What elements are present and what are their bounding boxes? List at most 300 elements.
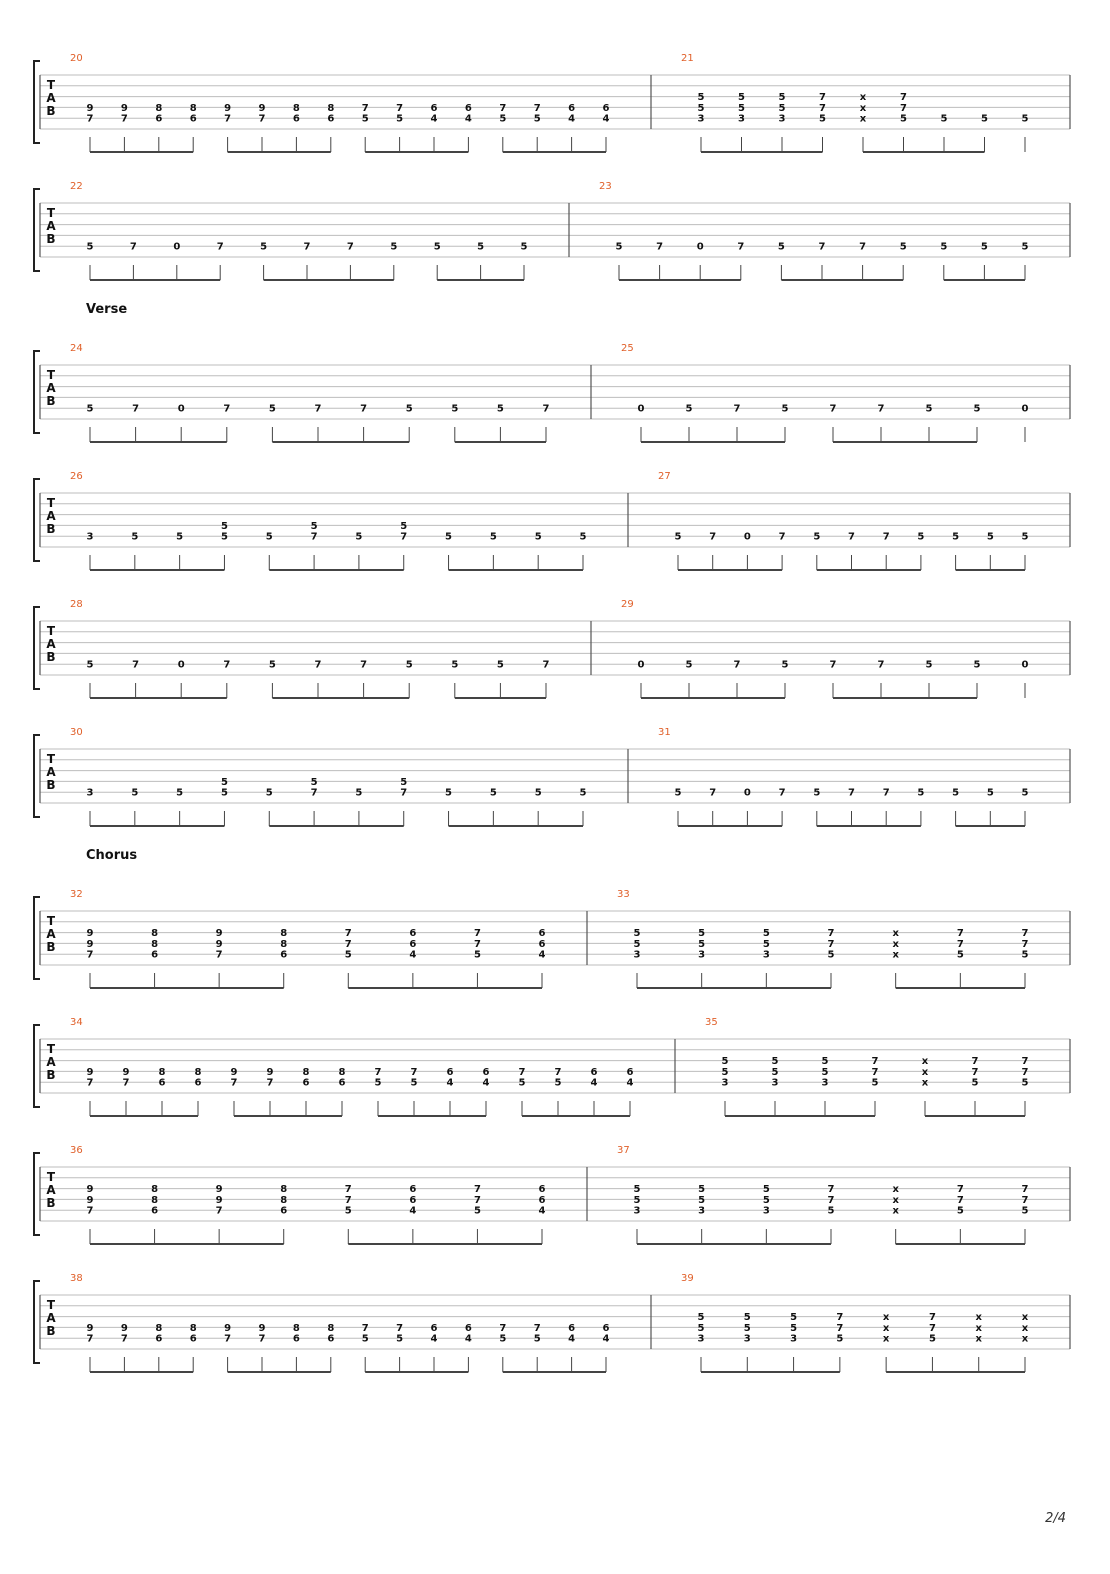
fret-number: 5: [554, 1077, 562, 1089]
fret-number: 5: [813, 787, 821, 799]
tab-clef-letter: B: [46, 650, 56, 664]
section-label: Verse: [86, 302, 128, 317]
fret-number: 4: [430, 1333, 438, 1345]
tab-clef-letter: A: [46, 381, 56, 395]
fret-number: 6: [409, 928, 417, 940]
fret-number: 7: [223, 403, 231, 415]
fret-number: 7: [361, 102, 369, 114]
fret-number: 5: [489, 787, 497, 799]
tab-clef-letter: A: [46, 927, 56, 941]
fret-number: 5: [473, 1205, 481, 1217]
fret-number: 5: [900, 113, 907, 125]
fret-number: 5: [344, 949, 352, 961]
bar-number: 37: [617, 1145, 630, 1156]
tab-clef-letter: T: [46, 1042, 56, 1056]
fret-number: 5: [771, 1056, 779, 1068]
system-bracket: [34, 1281, 40, 1363]
fret-number: 7: [120, 1333, 128, 1345]
fret-number: 4: [409, 1205, 417, 1217]
fret-number: 7: [836, 1322, 844, 1334]
fret-number: 7: [216, 241, 224, 253]
fret-number: 4: [464, 1333, 472, 1345]
fret-number: 5: [1021, 1077, 1029, 1089]
fret-number: 7: [956, 1194, 964, 1206]
fret-number: 5: [220, 520, 228, 532]
fret-number: 7: [224, 113, 232, 125]
system-bracket: [34, 897, 40, 979]
fret-number: x: [882, 1322, 890, 1334]
fret-number: 9: [215, 1184, 223, 1196]
fret-number: 5: [940, 113, 948, 125]
fret-number: 5: [721, 1056, 729, 1068]
fret-number: 5: [1021, 949, 1029, 961]
fret-number: 5: [534, 787, 542, 799]
fret-number: 3: [762, 949, 770, 961]
tab-clef-letter: A: [46, 637, 56, 651]
fret-number: 7: [473, 1184, 481, 1196]
fret-number: 7: [871, 1056, 879, 1068]
fret-number: 5: [698, 928, 706, 940]
fret-number: 7: [266, 1077, 274, 1089]
fret-number: x: [882, 1333, 890, 1345]
fret-number: 5: [361, 113, 369, 125]
fret-number: 5: [405, 659, 413, 671]
fret-number: 8: [292, 1322, 300, 1334]
fret-number: 7: [132, 403, 140, 415]
fret-number: 5: [762, 1194, 770, 1206]
fret-number: 5: [821, 1066, 829, 1078]
fret-number: 5: [451, 403, 459, 415]
fret-number: 3: [821, 1077, 829, 1089]
fret-number: 5: [697, 1312, 705, 1324]
fret-number: 7: [86, 949, 94, 961]
fret-number: 5: [496, 403, 504, 415]
fret-number: 7: [956, 1184, 964, 1196]
fret-number: 3: [790, 1333, 798, 1345]
tab-clef-letter: A: [46, 765, 56, 779]
fret-number: 8: [194, 1066, 202, 1078]
fret-number: 6: [568, 1322, 576, 1334]
bar-number: 32: [70, 889, 83, 900]
fret-number: x: [892, 1205, 899, 1217]
fret-number: 7: [900, 102, 907, 114]
fret-number: 5: [579, 531, 587, 543]
fret-number: 5: [827, 1205, 835, 1217]
fret-number: 7: [223, 659, 231, 671]
fret-number: 7: [314, 659, 322, 671]
fret-number: 8: [189, 1322, 197, 1334]
system-bracket: [34, 479, 40, 561]
fret-number: 7: [129, 241, 137, 253]
fret-number: 9: [120, 1322, 128, 1334]
fret-number: 5: [981, 113, 988, 125]
fret-number: 7: [829, 403, 837, 415]
fret-number: 5: [778, 102, 786, 114]
fret-number: x: [975, 1322, 982, 1334]
fret-number: 5: [980, 241, 988, 253]
fret-number: 7: [533, 102, 541, 114]
fret-number: 0: [743, 531, 751, 543]
fret-number: 8: [151, 938, 159, 950]
fret-number: 6: [280, 949, 288, 961]
fret-number: 0: [177, 659, 185, 671]
fret-number: 7: [956, 938, 964, 950]
fret-number: 7: [215, 1205, 223, 1217]
fret-number: 7: [848, 531, 855, 543]
fret-number: 5: [268, 403, 276, 415]
fret-number: 5: [1021, 113, 1029, 125]
fret-number: 5: [265, 531, 273, 543]
fret-number: 6: [292, 1333, 300, 1345]
fret-number: 5: [762, 928, 770, 940]
fret-number: x: [975, 1312, 982, 1324]
fret-number: 9: [86, 928, 94, 940]
fret-number: 7: [533, 1322, 541, 1334]
fret-number: 7: [1021, 1066, 1029, 1078]
fret-number: 5: [827, 949, 835, 961]
fret-number: 7: [542, 403, 550, 415]
tab-clef-letter: A: [46, 1183, 56, 1197]
fret-number: 7: [882, 531, 890, 543]
fret-number: 5: [633, 1194, 641, 1206]
fret-number: 6: [446, 1066, 454, 1078]
fret-number: 7: [818, 241, 826, 253]
fret-number: 8: [280, 928, 288, 940]
fret-number: 9: [266, 1066, 274, 1078]
tab-clef-letter: T: [46, 914, 56, 928]
fret-number: 5: [131, 531, 139, 543]
fret-number: 8: [292, 102, 300, 114]
fret-number: 0: [177, 403, 185, 415]
fret-number: 7: [709, 531, 717, 543]
fret-number: 7: [360, 403, 368, 415]
fret-number: 5: [310, 520, 318, 532]
fret-number: 9: [86, 1194, 94, 1206]
fret-number: 7: [230, 1077, 238, 1089]
fret-number: 3: [698, 949, 706, 961]
fret-number: 5: [743, 1312, 751, 1324]
bar-number: 30: [70, 727, 83, 738]
tab-clef-letter: T: [46, 752, 56, 766]
fret-number: 7: [859, 241, 867, 253]
fret-number: x: [892, 949, 899, 961]
fret-number: 6: [155, 113, 163, 125]
fret-number: 5: [499, 1333, 507, 1345]
fret-number: 5: [86, 403, 94, 415]
fret-number: 4: [602, 113, 610, 125]
fret-number: 6: [280, 1205, 288, 1217]
fret-number: x: [859, 102, 867, 114]
tab-clef-letter: B: [46, 394, 56, 408]
fret-number: 4: [538, 1205, 546, 1217]
fret-number: 8: [151, 1184, 159, 1196]
fret-number: 5: [973, 403, 981, 415]
tab-clef-letter: B: [46, 1068, 56, 1082]
fret-number: 7: [473, 938, 481, 950]
fret-number: 3: [697, 113, 705, 125]
fret-number: 9: [120, 102, 128, 114]
fret-number: 7: [303, 241, 311, 253]
fret-number: 5: [790, 1312, 798, 1324]
fret-number: 6: [189, 1333, 197, 1345]
fret-number: 6: [409, 1184, 417, 1196]
fret-number: 5: [579, 787, 587, 799]
tab-clef-letter: T: [46, 1298, 56, 1312]
fret-number: 7: [733, 659, 741, 671]
fret-number: 5: [1021, 1205, 1029, 1217]
fret-number: 6: [409, 938, 417, 950]
fret-number: 5: [260, 241, 268, 253]
fret-number: 9: [230, 1066, 238, 1078]
fret-number: x: [1021, 1333, 1029, 1345]
fret-number: 7: [827, 1194, 835, 1206]
fret-number: 7: [829, 659, 837, 671]
fret-number: 6: [538, 928, 546, 940]
fret-number: 5: [396, 1333, 404, 1345]
fret-number: 9: [86, 938, 94, 950]
fret-number: 7: [737, 241, 745, 253]
fret-number: 7: [819, 102, 826, 114]
fret-number: 7: [971, 1056, 979, 1068]
fret-number: 6: [302, 1077, 310, 1089]
fret-number: 5: [390, 241, 398, 253]
fret-number: 8: [327, 1322, 335, 1334]
fret-number: x: [1021, 1312, 1029, 1324]
fret-number: 7: [258, 113, 266, 125]
fret-number: 8: [280, 1194, 288, 1206]
fret-number: 7: [86, 1333, 94, 1345]
fret-number: 7: [848, 787, 855, 799]
fret-number: 4: [482, 1077, 490, 1089]
fret-number: 5: [986, 787, 994, 799]
fret-number: 5: [615, 241, 623, 253]
fret-number: 7: [224, 1333, 232, 1345]
fret-number: 7: [122, 1077, 130, 1089]
fret-number: 5: [355, 787, 363, 799]
fret-number: 7: [656, 241, 664, 253]
fret-number: 0: [696, 241, 704, 253]
fret-number: 5: [685, 659, 693, 671]
fret-number: 6: [538, 1194, 546, 1206]
fret-number: 7: [1021, 1184, 1029, 1196]
fret-number: 7: [928, 1312, 936, 1324]
tab-clef-letter: B: [46, 1324, 56, 1338]
fret-number: 5: [925, 659, 933, 671]
fret-number: x: [859, 92, 867, 104]
fret-number: 6: [430, 1322, 438, 1334]
fret-number: 5: [131, 787, 139, 799]
fret-number: 9: [224, 102, 232, 114]
fret-number: 7: [410, 1066, 418, 1078]
fret-number: 7: [344, 1194, 352, 1206]
fret-number: 6: [590, 1066, 598, 1078]
fret-number: 6: [409, 1194, 417, 1206]
fret-number: 5: [762, 938, 770, 950]
tab-clef-letter: B: [46, 778, 56, 792]
fret-number: 9: [215, 938, 223, 950]
bar-number: 38: [70, 1273, 83, 1284]
fret-number: 4: [464, 113, 472, 125]
fret-number: 7: [310, 531, 318, 543]
fret-number: 5: [633, 1184, 641, 1196]
fret-number: 5: [771, 1066, 779, 1078]
fret-number: 9: [86, 1184, 94, 1196]
fret-number: 7: [518, 1066, 526, 1078]
fret-number: 8: [338, 1066, 346, 1078]
page-number: 2/4: [1045, 1511, 1066, 1526]
fret-number: 5: [781, 403, 789, 415]
fret-number: 6: [602, 102, 610, 114]
fret-number: 5: [813, 531, 821, 543]
fret-number: 6: [189, 113, 197, 125]
fret-number: 4: [602, 1333, 610, 1345]
fret-number: 9: [122, 1066, 130, 1078]
tab-clef-letter: T: [46, 1170, 56, 1184]
fret-number: 6: [464, 102, 472, 114]
fret-number: 5: [917, 531, 925, 543]
fret-number: 6: [327, 1333, 335, 1345]
fret-number: 8: [151, 928, 159, 940]
fret-number: 5: [445, 531, 453, 543]
fret-number: 7: [374, 1066, 382, 1078]
fret-number: 5: [721, 1066, 729, 1078]
bar-number: 29: [621, 599, 634, 610]
fret-number: 7: [473, 928, 481, 940]
fret-number: 5: [685, 403, 693, 415]
fret-number: 7: [86, 1077, 94, 1089]
fret-number: 5: [374, 1077, 382, 1089]
fret-number: 5: [952, 531, 960, 543]
fret-number: 5: [778, 92, 786, 104]
fret-number: 7: [86, 1205, 94, 1217]
fret-number: 5: [940, 241, 948, 253]
fret-number: 5: [86, 659, 94, 671]
fret-number: x: [892, 1194, 899, 1206]
fret-number: 5: [1021, 241, 1029, 253]
fret-number: 0: [173, 241, 181, 253]
fret-number: 4: [590, 1077, 598, 1089]
fret-number: 5: [400, 520, 408, 532]
fret-number: 4: [626, 1077, 634, 1089]
bar-number: 21: [681, 53, 694, 64]
bar-number: 22: [70, 181, 83, 192]
fret-number: 7: [928, 1322, 936, 1334]
fret-number: 3: [778, 113, 786, 125]
fret-number: 5: [819, 113, 826, 125]
fret-number: 8: [280, 938, 288, 950]
fret-number: 5: [956, 949, 964, 961]
fret-number: 5: [698, 1194, 706, 1206]
fret-number: 0: [637, 659, 645, 671]
bar-number: 27: [658, 471, 671, 482]
fret-number: 5: [743, 1322, 751, 1334]
fret-number: x: [921, 1077, 929, 1089]
fret-number: 7: [877, 659, 885, 671]
fret-number: 7: [132, 659, 140, 671]
fret-number: 7: [709, 787, 717, 799]
fret-number: 5: [220, 787, 228, 799]
fret-number: 7: [346, 241, 354, 253]
fret-number: 5: [738, 102, 745, 114]
fret-number: 7: [344, 928, 352, 940]
fret-number: 5: [781, 659, 789, 671]
fret-number: 5: [396, 113, 404, 125]
fret-number: 7: [542, 659, 550, 671]
fret-number: 5: [518, 1077, 526, 1089]
fret-number: 3: [743, 1333, 751, 1345]
bar-number: 35: [705, 1017, 718, 1028]
fret-number: 7: [778, 787, 786, 799]
fret-number: 5: [533, 1333, 541, 1345]
fret-number: 5: [925, 403, 933, 415]
fret-number: 7: [215, 949, 223, 961]
fret-number: 7: [400, 531, 408, 543]
fret-number: 4: [538, 949, 546, 961]
fret-number: 7: [361, 1322, 369, 1334]
fret-number: 7: [344, 938, 352, 950]
fret-number: 6: [626, 1066, 634, 1078]
fret-number: 5: [738, 92, 745, 104]
system-bracket: [34, 61, 40, 143]
fret-number: 7: [1021, 938, 1029, 950]
fret-number: 0: [637, 403, 645, 415]
fret-number: 8: [327, 102, 335, 114]
fret-number: 5: [956, 1205, 964, 1217]
fret-number: 7: [827, 938, 835, 950]
tab-clef-letter: B: [46, 522, 56, 536]
fret-number: 7: [554, 1066, 562, 1078]
fret-number: 5: [86, 241, 94, 253]
fret-number: 3: [721, 1077, 729, 1089]
fret-number: 7: [396, 102, 404, 114]
fret-number: 8: [158, 1066, 166, 1078]
fret-number: x: [892, 1184, 899, 1196]
fret-number: 5: [310, 776, 318, 788]
fret-number: 6: [327, 113, 335, 125]
fret-number: 6: [430, 102, 438, 114]
fret-number: 5: [697, 1322, 705, 1334]
fret-number: 5: [489, 531, 497, 543]
fret-number: 3: [633, 1205, 641, 1217]
fret-number: 5: [473, 949, 481, 961]
fret-number: 3: [762, 1205, 770, 1217]
fret-number: 5: [1021, 787, 1029, 799]
tab-clef-letter: B: [46, 940, 56, 954]
bar-number: 20: [70, 53, 83, 64]
fret-number: 7: [120, 113, 128, 125]
fret-number: 9: [215, 928, 223, 940]
fret-number: 4: [409, 949, 417, 961]
fret-number: 7: [827, 1184, 835, 1196]
fret-number: 5: [928, 1333, 936, 1345]
fret-number: 7: [733, 403, 741, 415]
fret-number: 7: [310, 787, 318, 799]
bar-number: 25: [621, 343, 634, 354]
bar-number: 23: [599, 181, 612, 192]
system-bracket: [34, 1153, 40, 1235]
fret-number: 8: [189, 102, 197, 114]
fret-number: 8: [155, 102, 163, 114]
tab-clef-letter: A: [46, 91, 56, 105]
tab-clef-letter: T: [46, 206, 56, 220]
fret-number: 7: [1021, 1194, 1029, 1206]
fret-number: 5: [1021, 531, 1029, 543]
tab-clef-letter: T: [46, 78, 56, 92]
fret-number: 7: [400, 787, 408, 799]
fret-number: 5: [520, 241, 528, 253]
fret-number: 5: [410, 1077, 418, 1089]
fret-number: 7: [836, 1312, 844, 1324]
